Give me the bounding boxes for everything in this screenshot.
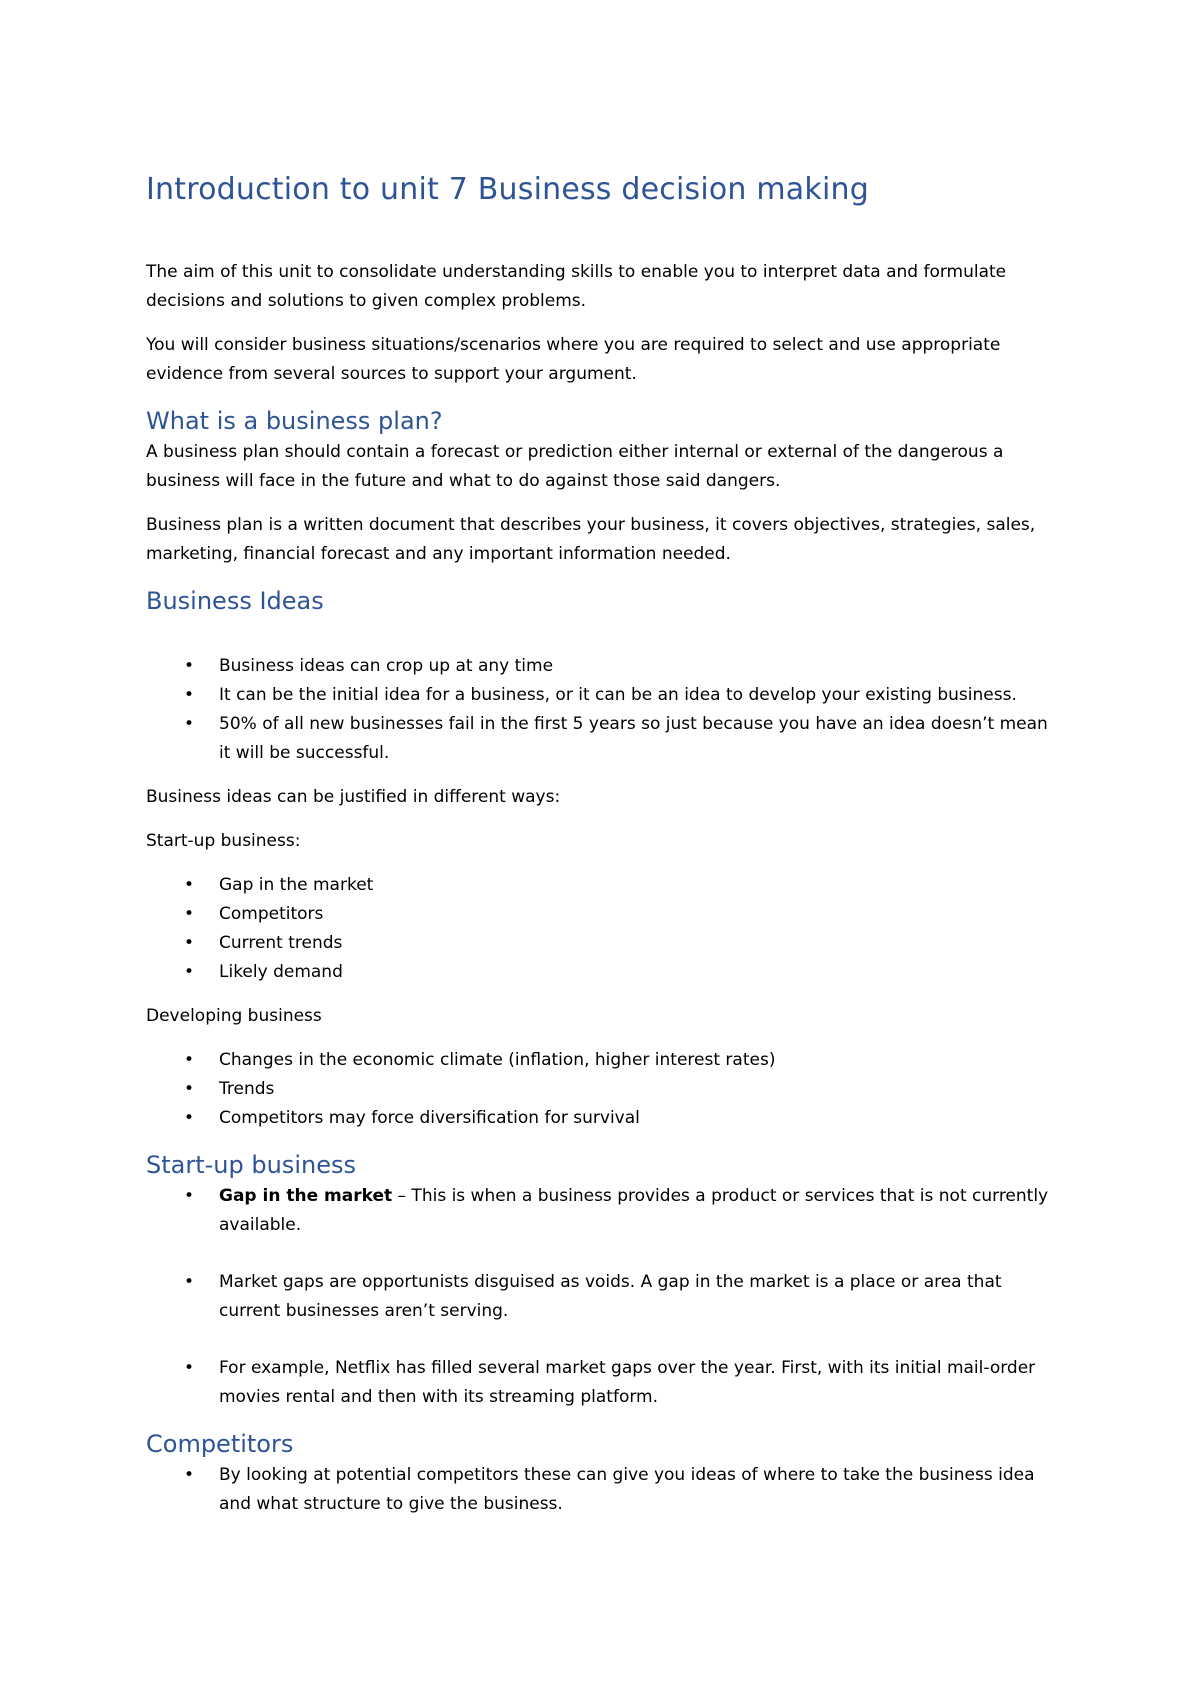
bullet-icon: • (184, 714, 195, 734)
list-item: • For example, Netflix has filled several market gaps over the year. First, with its initial mail-order movies rental and then with its streaming platform. (146, 1354, 1060, 1412)
intro-paragraph-1: The aim of this unit to consolidate understanding skills to enable you to interpret data and formulate decisions and solutions to given complex problems. (146, 262, 1007, 311)
list-item: • Gap in the market – This is when a business provides a product or services that is not currently available. (146, 1182, 1060, 1240)
bullet-icon: • (184, 685, 195, 705)
list-item: • Market gaps are opportunists disguised as voids. A gap in the market is a place or area that current businesses aren’t serving. (146, 1268, 1060, 1326)
bullet-icon: • (184, 875, 195, 895)
heading-startup-business: Start-up business (146, 1151, 356, 1179)
bullet-icon: • (184, 933, 195, 953)
list-item: • Business ideas can crop up at any time (146, 652, 1060, 681)
developing-factors-list (146, 1046, 1060, 1133)
justified-intro: Business ideas can be justified in different ways: (146, 787, 561, 807)
list-item: • Changes in the economic climate (inflation, higher interest rates) (146, 1046, 1060, 1075)
bullet-icon: • (184, 962, 195, 982)
list-item: • Current trends (146, 929, 1060, 958)
gap-in-market-term: Gap in the market (219, 1186, 393, 1206)
intro-paragraph-2: You will consider business situations/scenarios where you are required to select and use appropriate evidence from several sources to support your argument. (146, 335, 1001, 384)
startup-business-list (146, 1182, 1060, 1412)
list-item: • Competitors (146, 900, 1060, 929)
bullet-icon: • (184, 656, 195, 676)
business-plan-paragraph-1: A business plan should contain a forecast or prediction either internal or external of the dangerous a business will face in the future and what to do against those said dangers. (146, 442, 1004, 491)
bullet-icon: • (184, 904, 195, 924)
heading-business-plan: What is a business plan? (146, 407, 443, 435)
bullet-icon: • (184, 1108, 195, 1128)
bullet-icon: • (184, 1079, 195, 1099)
bullet-icon: • (184, 1358, 195, 1378)
business-plan-paragraph-2: Business plan is a written document that describes your business, it covers objectives, strategies, sales, marketing, financial forecast and any important information needed. (146, 515, 1036, 564)
spacer (146, 618, 1060, 652)
heading-competitors: Competitors (146, 1430, 294, 1458)
heading-business-ideas: Business Ideas (146, 587, 324, 615)
bullet-icon: • (184, 1186, 195, 1206)
startup-factors-list (146, 871, 1060, 987)
list-item: • It can be the initial idea for a business, or it can be an idea to develop your existing business. (146, 681, 1060, 710)
document-title: Introduction to unit 7 Business decision making (146, 172, 869, 207)
list-item: • Trends (146, 1075, 1060, 1104)
startup-label: Start-up business: (146, 831, 301, 851)
list-item: • By looking at potential competitors these can give you ideas of where to take the business idea and what structure to give the business. (146, 1461, 1060, 1519)
list-item: • Competitors may force diversification for survival (146, 1104, 1060, 1133)
bullet-icon: • (184, 1465, 195, 1485)
developing-label: Developing business (146, 1006, 322, 1026)
business-ideas-list (146, 652, 1060, 768)
list-item: • Likely demand (146, 958, 1060, 987)
bullet-icon: • (184, 1050, 195, 1070)
list-item: • Gap in the market (146, 871, 1060, 900)
bullet-icon: • (184, 1272, 195, 1292)
competitors-list (146, 1461, 1060, 1519)
list-item: • 50% of all new businesses fail in the first 5 years so just because you have an idea doesn’t mean it will be successful. (146, 710, 1060, 768)
